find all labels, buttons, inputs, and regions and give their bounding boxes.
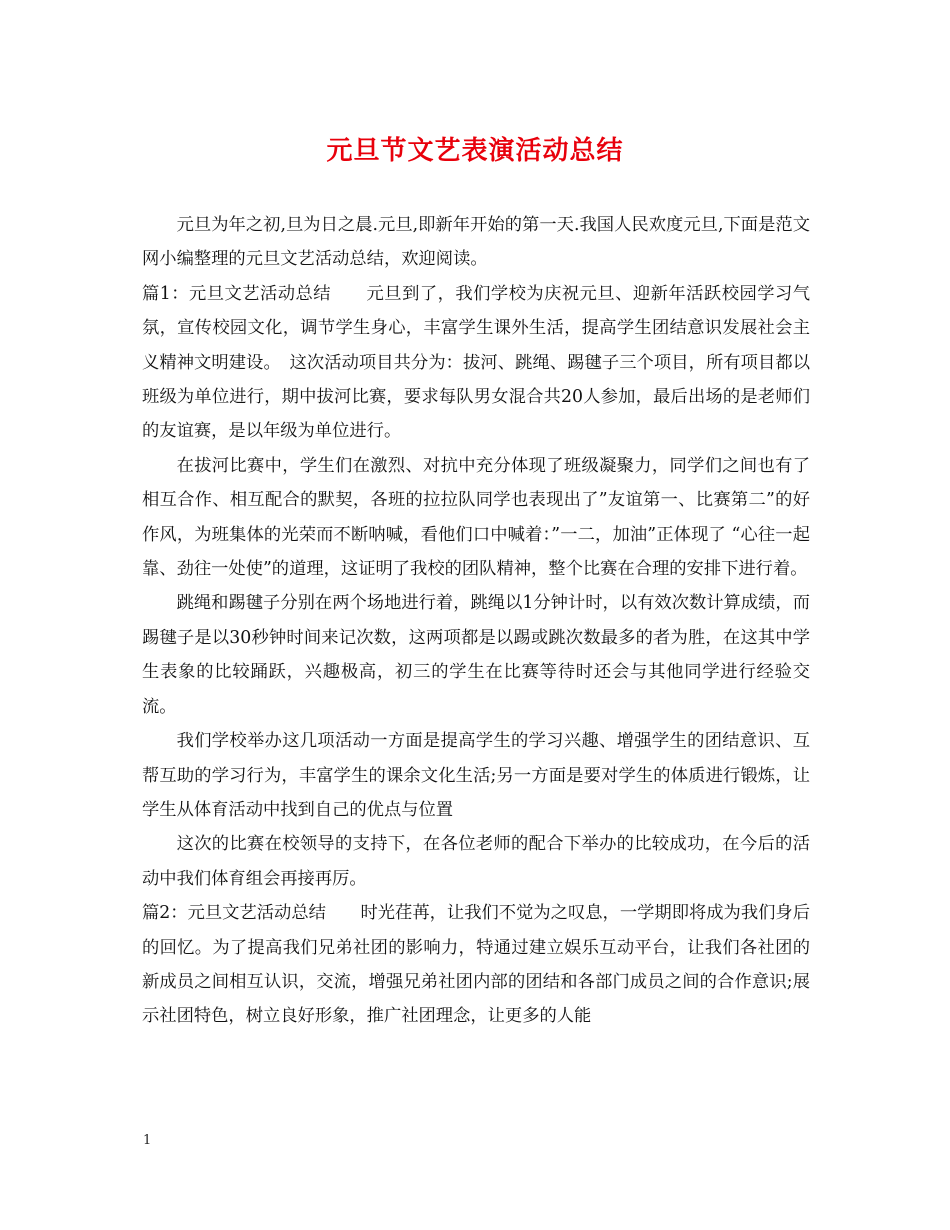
paragraph-intro: 元旦为年之初,旦为日之晨.元旦,即新年开始的第一天.我国人民欢度元旦,下面是范文网小编整理的元旦文艺活动总结，欢迎阅读。: [142, 215, 810, 270]
paragraph-section-1: 篇1：元旦文艺活动总结 元旦到了，我们学校为庆祝元旦、迎新年活跃校园学习气氛，宣传校园文化，调节学生身心，丰富学生课外生活，提高学生团结意识发展社会主义精神文明建设。 这次活动项目共分为：拔河、跳绳、踢毽子三个项目，所有项目都以班级为单位进行，期中拔河比赛，要求每队男女混合共20人参加，最后出场的是老师们的友谊赛，是以年级为单位进行。: [142, 283, 810, 442]
page-number: 1: [143, 1133, 152, 1148]
paragraph-tug-of-war: 在拔河比赛中，学生们在激烈、对抗中充分体现了班级凝聚力，同学们之间也有了相互合作、相互配合的默契，各班的拉拉队同学也表现出了”友谊第一、比赛第二”的好作风，为班集体的光荣而不断呐喊，看他们口中喊着：”一二，加油”正体现了 “心往一起靠、劲往一处使”的道理，这证明了我校的团队精神，整个比赛在合理的安排下进行着。: [142, 455, 810, 580]
document-body: [142, 208, 810, 1034]
paragraph-rope-shuttlecock: 跳绳和踢毽子分别在两个场地进行着，跳绳以1分钟计时，以有效次数计算成绩，而踢毽子是以30秒钟时间来记次数，这两项都是以踢或跳次数最多的者为胜，在这其中学生表象的比较踊跃，兴趣极高，初三的学生在比赛等待时还会与其他同学进行经验交流。: [142, 593, 810, 717]
paragraph-section-2: 篇2：元旦文艺活动总结 时光荏苒，让我们不觉为之叹息，一学期即将成为我们身后的回忆。为了提高我们兄弟社团的影响力，特通过建立娱乐互动平台，让我们各社团的新成员之间相互认识，交流，增强兄弟社团内部的团结和各部门成员之间的合作意识;展示社团特色，树立良好形象，推广社团理念，让更多的人能: [142, 903, 810, 1027]
paragraph-conclusion: 这次的比赛在校领导的支持下，在各位老师的配合下举办的比较成功，在今后的活动中我们体育组会再接再厉。: [142, 834, 810, 889]
paragraph-purpose: 我们学校举办这几项活动一方面是提高学生的学习兴趣、增强学生的团结意识、互帮互助的学习行为，丰富学生的课余文化生活;另一方面是要对学生的体质进行锻炼，让学生从体育活动中找到自己的优点与位置: [142, 731, 810, 820]
document-title: 元旦节文艺表演活动总结: [326, 136, 624, 166]
